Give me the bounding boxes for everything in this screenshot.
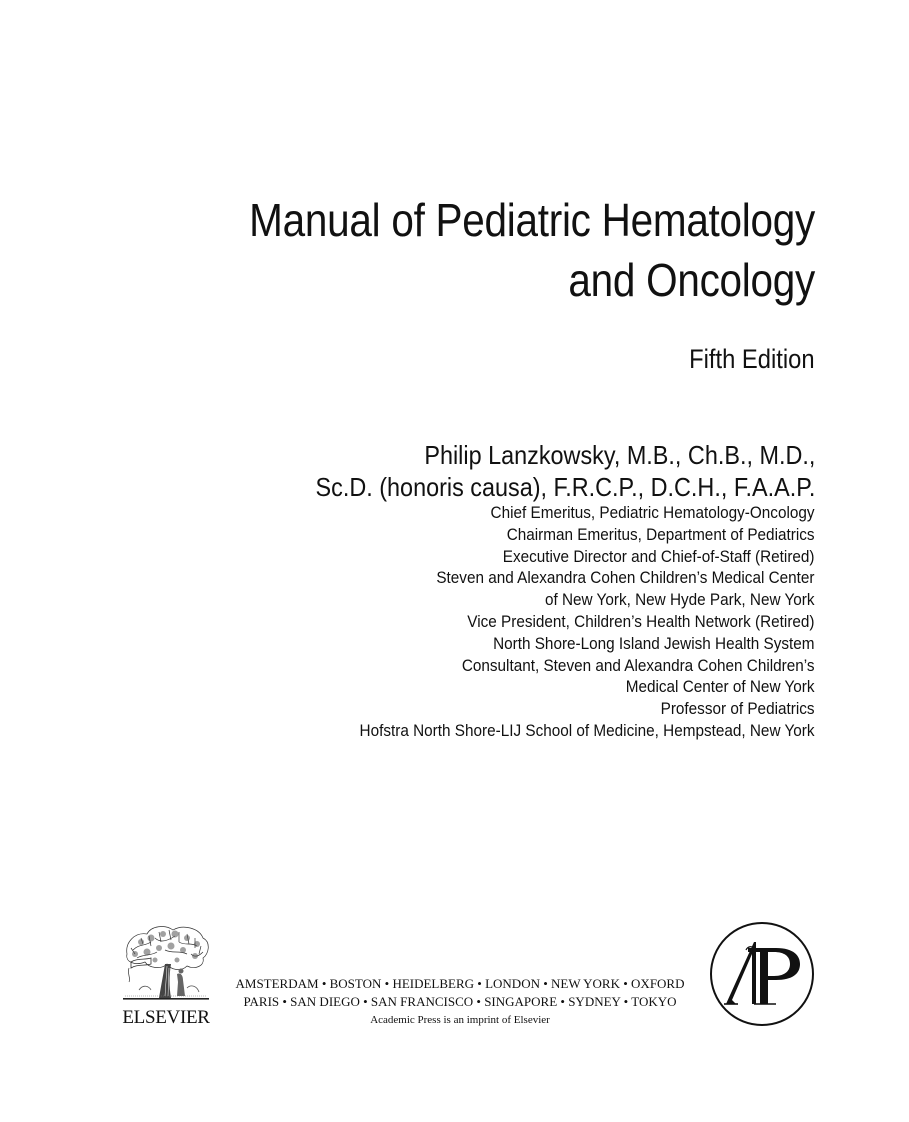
affiliation-line: of New York, New Hyde Park, New York [545,590,815,610]
book-title-line-1: Manual of Pediatric Hematology [249,194,815,246]
edition-label: Fifth Edition [689,344,815,374]
cities-line-1: AMSTERDAM • BOSTON • HEIDELBERG • LONDON • NEW YORK • OXFORD [235,976,685,991]
affiliation-line: Executive Director and Chief-of-Staff (Retired) [503,546,815,566]
cities-line-2: PARIS • SAN DIEGO • SAN FRANCISCO • SINGAPORE • SYDNEY • TOKYO [243,994,677,1009]
author-name [260,439,815,503]
affiliation-line: Chairman Emeritus, Department of Pediatrics [507,524,815,544]
affiliation-line: Steven and Alexandra Cohen Children’s Medical Center [436,568,815,588]
author-name-line-1: Philip Lanzkowsky, M.B., Ch.B., M.D., [424,440,815,470]
author-affiliations [309,502,815,742]
affiliation-line: North Shore-Long Island Jewish Health System [493,633,815,653]
book-title [172,190,815,310]
affiliation-line: Consultant, Steven and Alexandra Cohen Children’s [462,655,815,675]
elsevier-logo [118,924,214,1028]
affiliation-line: Hofstra North Shore-LIJ School of Medicine, Hempstead, New York [360,720,815,740]
elsevier-wordmark: ELSEVIER [122,1007,210,1028]
imprint-note: Academic Press is an imprint of Elsevier [370,1014,550,1026]
affiliation-line: Chief Emeritus, Pediatric Hematology-Oncology [491,503,815,522]
book-title-line-2: and Oncology [568,254,815,306]
affiliation-line: Medical Center of New York [626,677,815,697]
author-name-line-2: Sc.D. (honoris causa), F.R.C.P., D.C.H., F.A.A.P. [315,472,815,502]
affiliation-line: Vice President, Children’s Health Network (Retired) [467,611,815,631]
academic-press-ap-logo-icon [708,920,816,1028]
affiliation-line: Professor of Pediatrics [661,699,815,719]
publisher-cities [222,975,698,1029]
elsevier-tree-icon [121,924,211,1006]
